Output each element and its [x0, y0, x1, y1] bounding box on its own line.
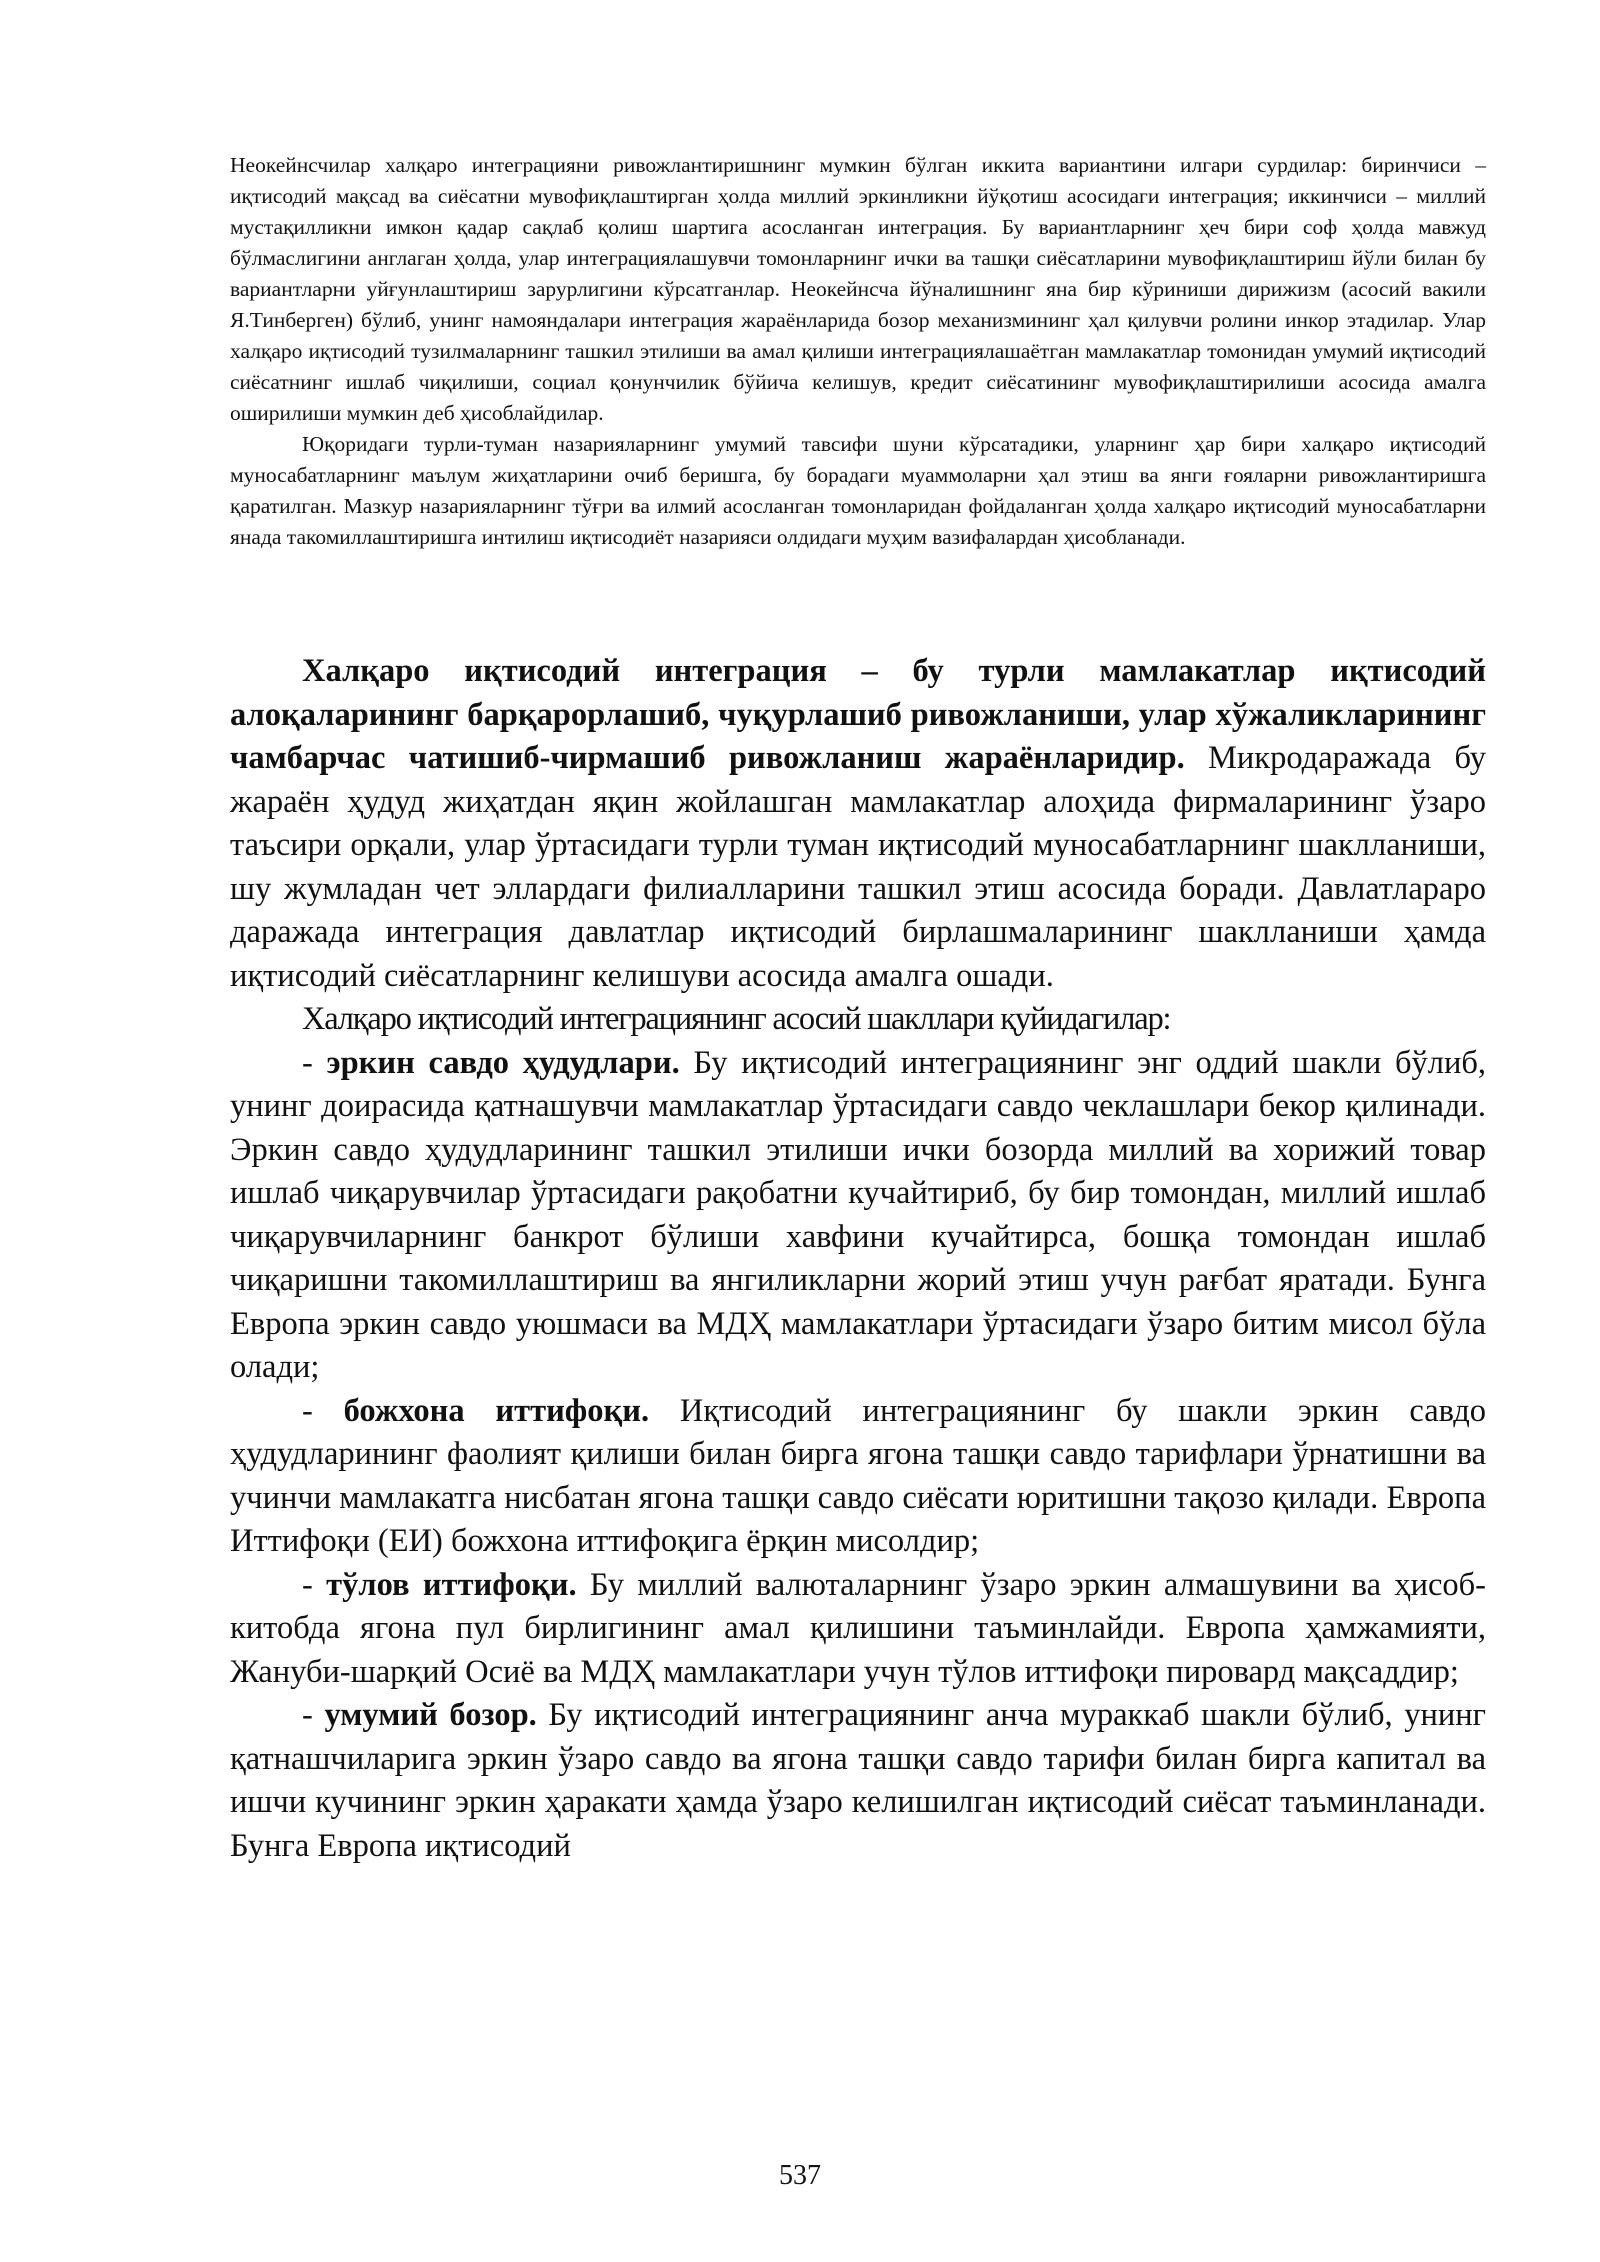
list-item-common-market — [230, 1694, 1486, 1868]
term-customs-union: божхона иттифоқи. — [343, 1392, 650, 1429]
term-free-trade: эркин савдо ҳудудлари. — [326, 1044, 680, 1081]
text-common-market: Бу иқтисодий интеграциянинг анча мураккаб шакли бўлиб, унинг қатнашчиларига эркин ўзаро савдо ва ягона ташқи савдо тарифи билан бирга капитал ва ишчи кучининг эркин ҳаракати ҳамда ўзаро келишилган иқтисодий сиёсат таъминланади. Бунга Европа иқтисодий — [230, 1697, 1487, 1864]
text-payment-union: Бу миллий валюталарнинг ўзаро эркин алмашувини ва ҳисоб-китобда ягона пул бирлигининг амал қилишини таъминлайди. Европа ҳамжамияти, Жануби-шарқий Осиё ва МДҲ мамлакатлари учун тўлов иттифоқи пировард мақсаддир; — [230, 1566, 1486, 1690]
list-dash: - — [302, 1697, 325, 1733]
text-customs-union: Иқтисодий интеграциянинг бу шакли эркин савдо ҳудудларининг фаолият қилиши билан бирга ягона ташқи савдо тарифлари ўрнатишни ва учинчи мамлакатга нисбатан ягона ташқи савдо сиёсати юритишни тақозо қилади. Европа Иттифоқи (ЕИ) божхона иттифоқига ёрқин мисолдир; — [230, 1392, 1487, 1559]
small-text-section — [230, 150, 1486, 553]
paragraph-definition — [230, 650, 1486, 998]
list-item-free-trade — [230, 1042, 1486, 1390]
main-text-section — [230, 650, 1486, 1868]
page-number: 537 — [779, 2160, 821, 2191]
forms-intro: Халқаро иқтисодий интеграциянинг асосий шакллари қуйидагилар: — [302, 1001, 1171, 1037]
term-common-market: умумий бозор. — [324, 1697, 537, 1733]
list-dash: - — [302, 1566, 327, 1603]
list-dash: - — [302, 1392, 344, 1429]
term-payment-union: тўлов иттифоқи. — [326, 1566, 577, 1603]
text-free-trade: Бу иқтисодий интеграциянинг энг оддий шакли бўлиб, унинг доирасида қатнашувчи мамлакатлар ўртасидаги савдо чеклашлари бекор қилинади. Эркин савдо ҳудудларининг ташкил этилиши ички бозорда миллий ва хорижий товар ишлаб чиқарувчилар ўртасидаги рақобатни кучайтириб, бу бир томондан, миллий ишлаб чиқарувчиларнинг банкрот бўлиши хавфини кучайтирса, бошқа томондан ишлаб чиқаришни такомиллаштириш ва янгиликларни жорий этиш учун рағбат яратади. Бунга Европа эркин савдо уюшмаси ва МДҲ мамлакатлари ўртасидаги ўзаро битим мисол бўла олади; — [230, 1044, 1486, 1385]
list-dash: - — [302, 1044, 327, 1081]
paragraph-theories-summary: Юқоридаги турли-туман назарияларнинг умумий тавсифи шуни кўрсатадики, уларнинг ҳар бири халқаро иқтисодий муносабатларнинг маълум жиҳатларини очиб беришга, бу борадаги муаммоларни ҳал этиш ва янги ғояларни ривожлантиришга қаратилган. Мазкур назарияларнинг тўғри ва илмий асосланган томонларидан фойдаланган ҳолда халқаро иқтисодий муносабатларни янада такомиллаштиришга интилиш иқтисодиёт назарияси олдидаги муҳим вазифалардан ҳисобланади. — [230, 432, 1486, 549]
list-item-customs-union — [230, 1390, 1486, 1564]
definition-rest: Микродаражада бу жараён ҳудуд жиҳатдан яқин жойлашган мамлакатлар алоҳида фирмаларининг ўзаро таъсири орқали, улар ўртасидаги турли туман иқтисодий муносабатларнинг шаклланиши, шу жумладан чет эллардаги филиалларини ташкил этиш асосида боради. Давлатлараро даражада интеграция давлатлар иқтисодий бирлашмаларининг шаклланиши ҳамда иқтисодий сиёсатларнинг келишуви асосида амалга ошади. — [230, 740, 1486, 994]
paragraph-neokeynesian: Неокейнсчилар халқаро интеграцияни ривожлантиришнинг мумкин бўлган иккита вариантини илгари сурдилар: биринчиси – иқтисодий мақсад ва сиёсатни мувофиқлаштирган ҳолда миллий эркинликни йўқотиш асосидаги интеграция; иккинчиси – миллий мустақилликни имкон қадар сақлаб қолиш шартига асосланган интеграция. Бу вариантларнинг ҳеч бири соф ҳолда мавжуд бўлмаслигини англаган ҳолда, улар интеграциялашувчи томонларнинг ички ва ташқи сиёсатларини мувофиқлаштириш йўли билан бу вариантларни уйғунлаштириш зарурлигини кўрсатганлар. Неокейнсча йўналишнинг яна бир кўриниши дирижизм (асосий вакили Я.Тинберген) бўлиб, унинг намояндалари интеграция жараёнларида бозор механизмининг ҳал қилувчи ролини инкор этадилар. Улар халқаро иқтисодий тузилмаларнинг ташкил этилиши ва амал қилиши интеграциялашаётган мамлакатлар томонидан умумий иқтисодий сиёсатнинг ишлаб чиқилиши, социал қонунчилик бўйича келишув, кредит сиёсатининг мувофиқлаштирилиши асосида амалга оширилиши мумкин деб ҳисоблайдилар. — [230, 153, 1486, 425]
definition-bold: Халқаро иқтисодий интеграция – бу турли мамлакатлар иқтисодий алоқаларининг барқарорлашиб, чуқурлашиб ривожланиши, улар хўжаликларининг чамбарчас чатишиб-чирмашиб ривожланиш жараёнларидир. — [230, 653, 1486, 776]
list-item-payment-union — [230, 1564, 1486, 1695]
